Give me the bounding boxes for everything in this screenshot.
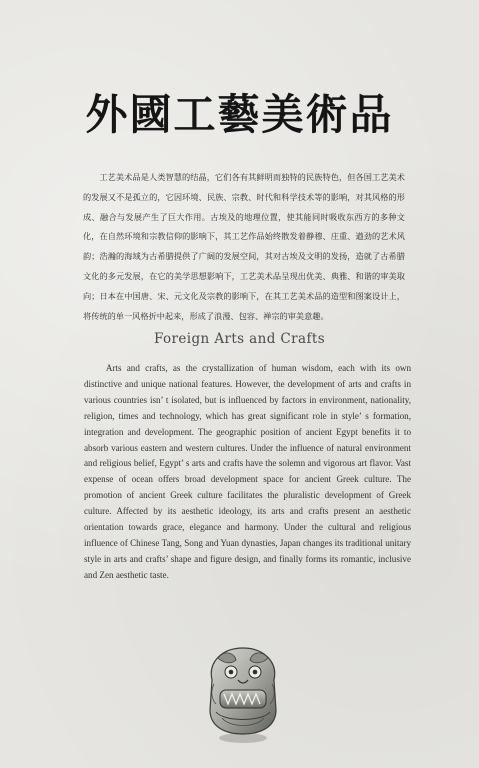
chinese-paragraph: 工艺美术品是人类智慧的结晶，它们各有其鲜明而独特的民族特色，但各国工艺美术的发展又不是孤立的，它因环境、民族、宗教、时代和科学技术等的影响，对其风格的形成、融合与发展产生了巨大作用。古埃及的地理位置，使其能同时吸收东西方的多种文化，在自然环境和宗教信仰的影响下，其工艺作品始终散发着静穆、庄重、遒劲的艺术风韵；浩瀚的海域为古希腊提供了广阔的发展空间，其对古埃及文明的发扬，造就了古希腊文化的多元发展，在它的美学思想影响下，工艺美术品呈现出优美、典雅、和谐的审美取向；日本在中国唐、宋、元文化及宗教的影响下，在其工艺美术品的造型和图案设计上，将传统的单一风格折中起来，形成了浪漫、包容、禅宗的审美意趣。 [83,172,405,321]
page-title: 外國工藝美術品 [85,90,394,139]
jade-artifact-image [202,640,284,744]
english-paragraph: Arts and crafts, as the crystallization of human wisdom, each with its own distinctive and unique national features. However, the development of arts and crafts in various countries isn’ t isolated, but is influenced by factors in environment, nationality, religion, times and technology, which has great significant role in style’ s formation, integration and development. The geographic position of ancient Egypt benefits it to absorb various eastern and western cultures. Under the influence of natural environment and religious belief, Egypt’ s arts and crafts have the solemn and vigorous art flavor. Vast expense of ocean offers broad development space for ancient Greek culture. The promotion of ancient Greek culture facilitates the pluralistic development of Greek culture. Affected by its aesthetic ideology, its arts and crafts present an aesthetic orientation towards grace, elegance and harmony. Under the cultural and religious influence of Chinese Tang, Song and Yuan dynasties, Japan changes its traditional unitary style in arts and crafts’ shape and figure design, and finally forms its romantic, inclusive and Zen aesthetic taste. [84,363,411,580]
english-heading: Foreign Arts and Crafts [153,331,326,347]
